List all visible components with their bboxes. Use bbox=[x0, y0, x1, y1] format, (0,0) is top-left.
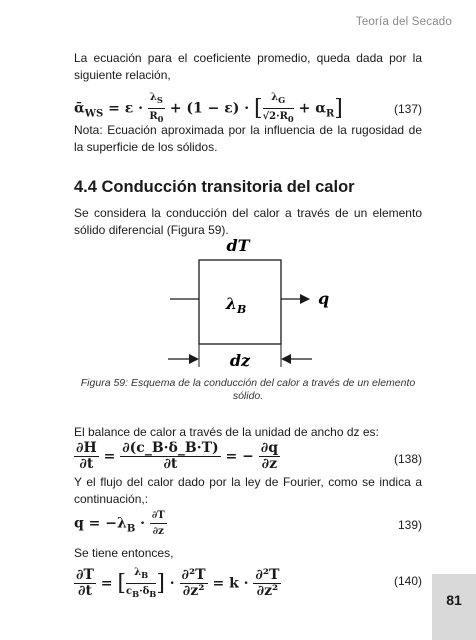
eq137-lhs: ᾱ bbox=[74, 100, 85, 117]
eq140-number: (140) bbox=[393, 574, 422, 588]
eq138-number: (138) bbox=[393, 452, 422, 466]
page-number-tab: 81 bbox=[432, 574, 476, 640]
eq137-frac-s: $\frac{\lambda_S}{R_0}$ bbox=[149, 92, 164, 124]
eq137-frac-g: $\frac{\lambda_G}{√2\cdot R_0}$ bbox=[262, 92, 294, 124]
section-title: 4.4 Conducción transitoria del calor bbox=[74, 178, 355, 196]
dz-arrowhead-right bbox=[281, 354, 291, 364]
conclusion-paragraph: Se tiene entonces, bbox=[74, 546, 174, 560]
figure-label-q: q bbox=[318, 289, 330, 308]
output-arrowhead bbox=[300, 294, 310, 304]
eq137-number: (137) bbox=[393, 102, 422, 116]
figure-label-dz: dz bbox=[229, 351, 251, 370]
intro-paragraph: La ecuación para el coeficiente promedio, queda dada por la siguiente relación, bbox=[74, 51, 422, 82]
figure-label-lambda: $\lambda_B$ bbox=[225, 294, 247, 316]
dz-arrowhead-left bbox=[189, 354, 199, 364]
note-paragraph: Nota: Ecuación aproximada por la influencia de la rugosidad de la superficie de los sólidos. bbox=[74, 123, 422, 154]
figure-caption: Figura 59: Esquema de la conducción del calor a través de un elemento sólido. bbox=[80, 377, 416, 402]
equation-140: $\frac{\partial T}{\partial t}$ = [ $\frac{\lambda_B}{c_B\cdot\delta_B}$ ] · $\frac{\text{∂²T}}{\text{∂z²}}$ = k · $\frac{\text{∂²T}}{\text{∂z²}}$ bbox=[76, 567, 280, 599]
equation-139: $q = -\lambda_B$ · $\frac{\partial T}{\partial z}$ bbox=[74, 510, 165, 537]
fourier-paragraph: Y el flujo del calor dado por la ley de Fourier, como se indica a continuación,: bbox=[74, 475, 422, 506]
figure-intro-paragraph: Se considera la conducción del calor a través de un elemento sólido diferencial (Figura 59). bbox=[74, 206, 422, 237]
eq139-number: 139) bbox=[397, 518, 422, 532]
figure-59-diagram bbox=[0, 234, 476, 374]
running-header: Teoría del Secado bbox=[355, 16, 452, 28]
balance-paragraph: El balance de calor a través de la unidad de ancho dz es: bbox=[74, 425, 379, 439]
equation-138: $\frac{\partial H}{\partial t}$ = $\frac{\partial(c\_B\cdot\delta\_B\cdot T)}{\partial t}$ = − $\frac{\partial q}{\partial z}$ bbox=[76, 440, 278, 472]
solid-element-box bbox=[199, 260, 281, 344]
equation-137: ᾱ$_{WS}$ = ε · $\frac{\lambda_S}{R_0}$ + (1 − ε) · [ $\frac{\lambda_G}{√2\cdot R_0}$ + $\alpha_R$] bbox=[74, 90, 343, 127]
figure-label-dT: dT bbox=[226, 236, 250, 255]
